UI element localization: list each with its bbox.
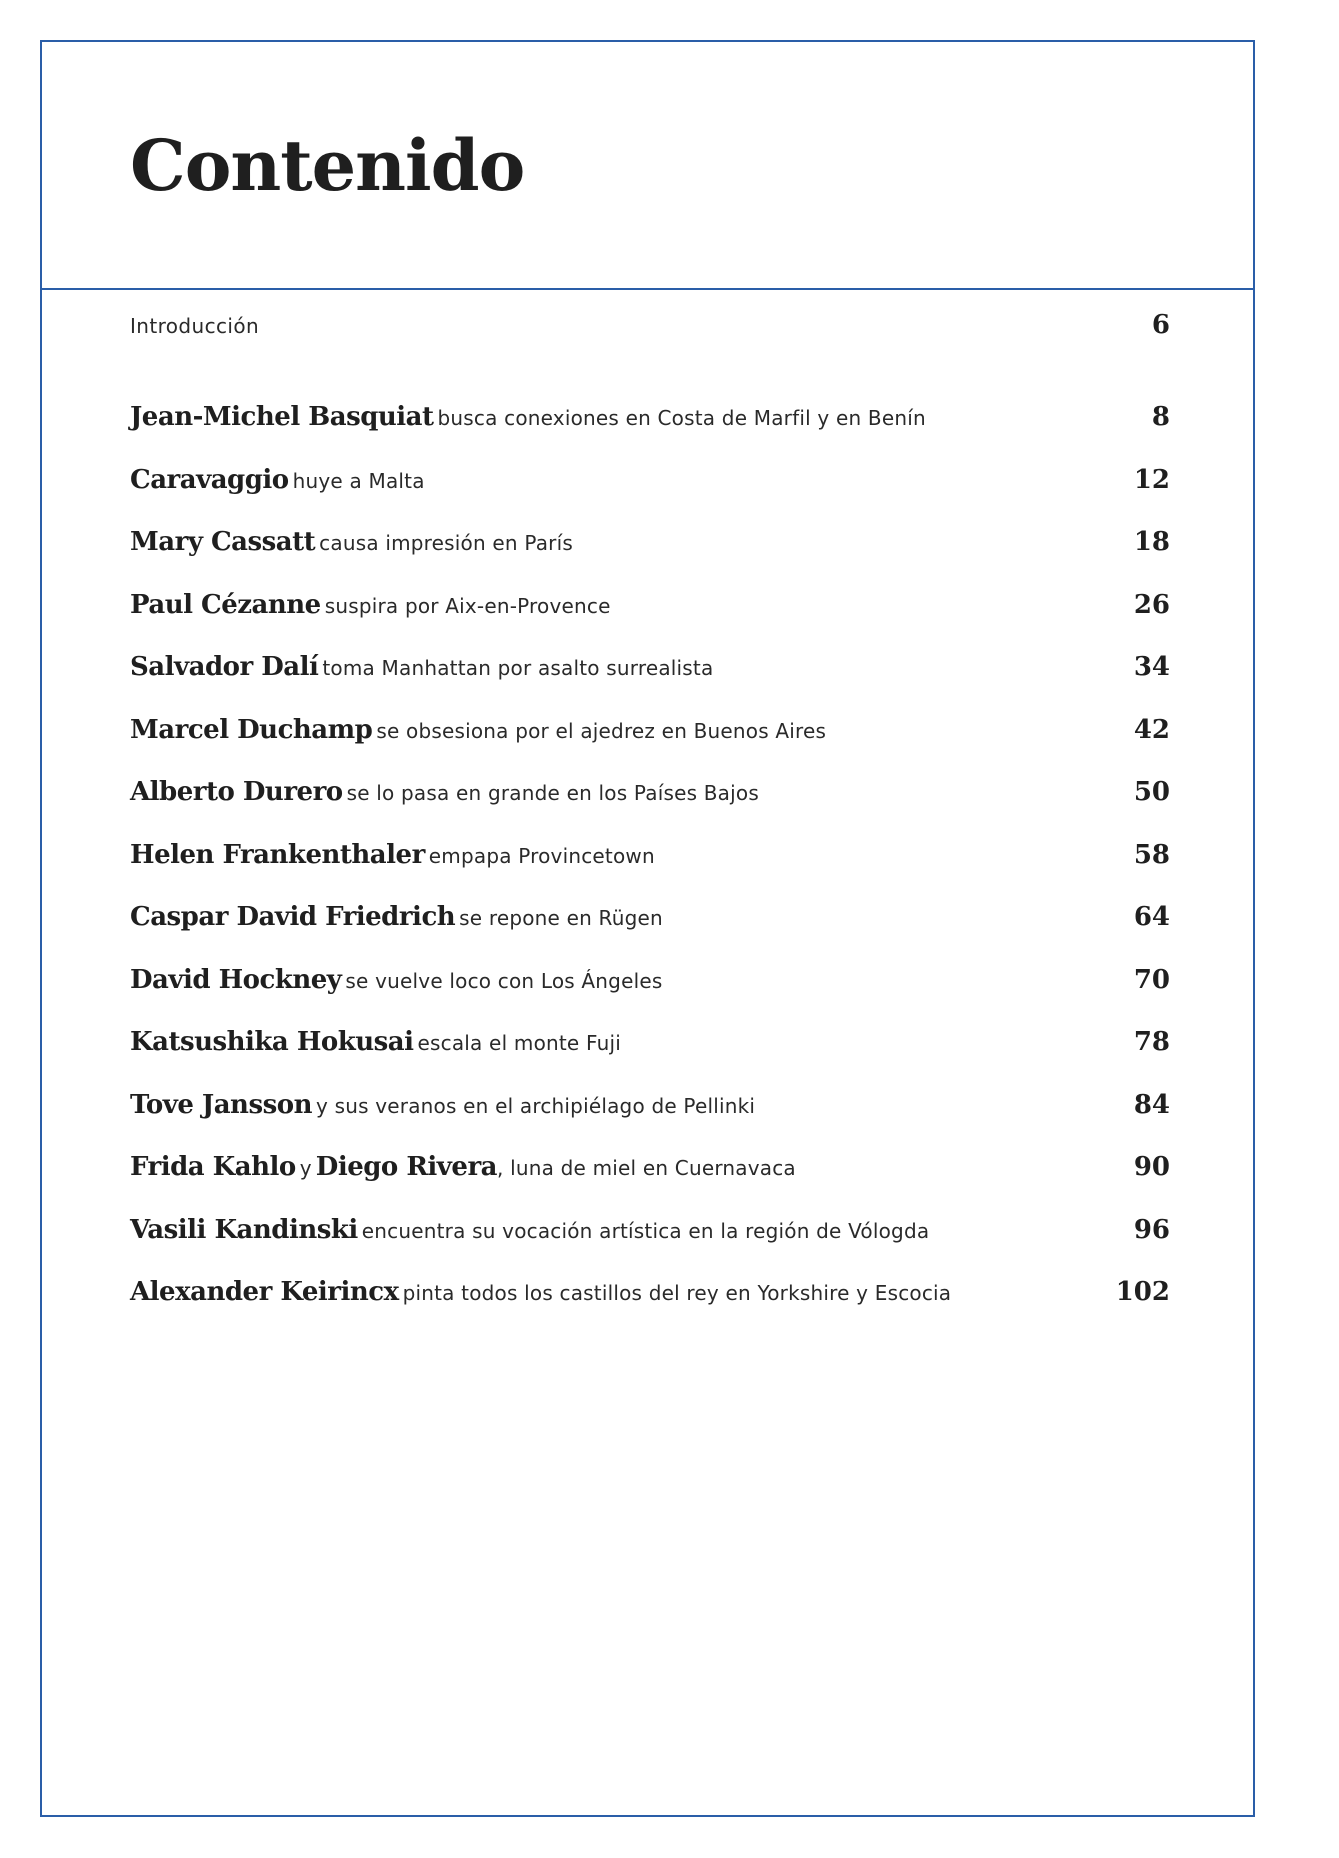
chapter-description: se repone en Rügen [459, 906, 663, 930]
page-number: 50 [1133, 777, 1170, 807]
artist-name: Vasili Kandinski [130, 1215, 358, 1245]
chapter-description: se obsesiona por el ajedrez en Buenos Aires [376, 719, 827, 743]
page-number: 42 [1133, 715, 1170, 745]
page-number: 34 [1133, 652, 1170, 682]
artist-name: Alberto Durero [130, 777, 343, 807]
toc-row-intro[interactable] [130, 310, 1170, 350]
artist-name: Paul Cézanne [130, 590, 321, 620]
page-number: 90 [1133, 1152, 1170, 1182]
toc-row[interactable] [130, 1277, 1170, 1317]
chapter-description: y sus veranos en el archipiélago de Pellinki [315, 1094, 756, 1118]
artist-name: Alexander Keirincx [130, 1277, 399, 1307]
toc-row[interactable] [130, 715, 1170, 755]
page-number: 6 [1151, 310, 1170, 340]
chapter-description: escala el monte Fuji [417, 1031, 621, 1055]
page-number: 8 [1151, 402, 1170, 432]
toc-row[interactable] [130, 1090, 1170, 1130]
page-number: 78 [1133, 1027, 1170, 1057]
page-number: 84 [1133, 1090, 1170, 1120]
toc-row[interactable] [130, 590, 1170, 630]
artist-name: Caspar David Friedrich [130, 902, 456, 932]
artist-name: Jean-Michel Basquiat [130, 402, 434, 432]
artist-name: Salvador Dalí [130, 652, 319, 682]
artist-name: Helen Frankenthaler [130, 840, 425, 870]
toc-row[interactable] [130, 902, 1170, 942]
page-frame [40, 40, 1255, 1817]
artist-name: Mary Cassatt [130, 527, 316, 557]
header-section [42, 42, 1253, 290]
chapter-description: encuentra su vocación artística en la región de Vólogda [361, 1219, 930, 1243]
chapter-description: , luna de miel en Cuernavaca [497, 1156, 796, 1180]
page-number: 12 [1133, 465, 1170, 495]
artist-name: David Hockney [130, 965, 342, 995]
name-connector: y [299, 1156, 312, 1180]
toc-row[interactable] [130, 840, 1170, 880]
toc-row[interactable] [130, 527, 1170, 567]
artist-name: Caravaggio [130, 465, 289, 495]
artist-name: Tove Jansson [130, 1090, 312, 1120]
chapter-description: pinta todos los castillos del rey en Yorkshire y Escocia [402, 1281, 952, 1305]
page-number: 58 [1133, 840, 1170, 870]
chapter-description: busca conexiones en Costa de Marfil y en Benín [437, 406, 926, 430]
chapter-description: se vuelve loco con Los Ángeles [345, 969, 663, 993]
chapter-description: suspira por Aix-en-Provence [324, 594, 611, 618]
toc-row[interactable] [130, 465, 1170, 505]
page-number: 64 [1133, 902, 1170, 932]
toc-row[interactable] [130, 1027, 1170, 1067]
toc-row[interactable] [130, 965, 1170, 1005]
page-number: 102 [1115, 1277, 1170, 1307]
page-number: 18 [1133, 527, 1170, 557]
chapter-description: se lo pasa en grande en los Países Bajos [346, 781, 759, 805]
toc-row[interactable] [130, 777, 1170, 817]
artist-name: Frida Kahlo [130, 1152, 296, 1182]
page-number: 26 [1133, 590, 1170, 620]
toc-row[interactable] [130, 1152, 1170, 1192]
chapter-description: toma Manhattan por asalto surrealista [322, 656, 714, 680]
page-number: 96 [1133, 1215, 1170, 1245]
chapter-description: empapa Provincetown [428, 844, 655, 868]
chapter-description: huye a Malta [292, 469, 425, 493]
toc-row[interactable] [130, 402, 1170, 442]
intro-label: Introducción [130, 314, 260, 338]
chapter-description: causa impresión en París [319, 531, 573, 555]
page-title: Contenido [130, 124, 525, 207]
artist-name: Katsushika Hokusai [130, 1027, 414, 1057]
page-number: 70 [1133, 965, 1170, 995]
artist-name: Marcel Duchamp [130, 715, 373, 745]
artist-name-secondary: Diego Rivera [315, 1152, 497, 1182]
toc-row[interactable] [130, 1215, 1170, 1255]
toc-row[interactable] [130, 652, 1170, 692]
